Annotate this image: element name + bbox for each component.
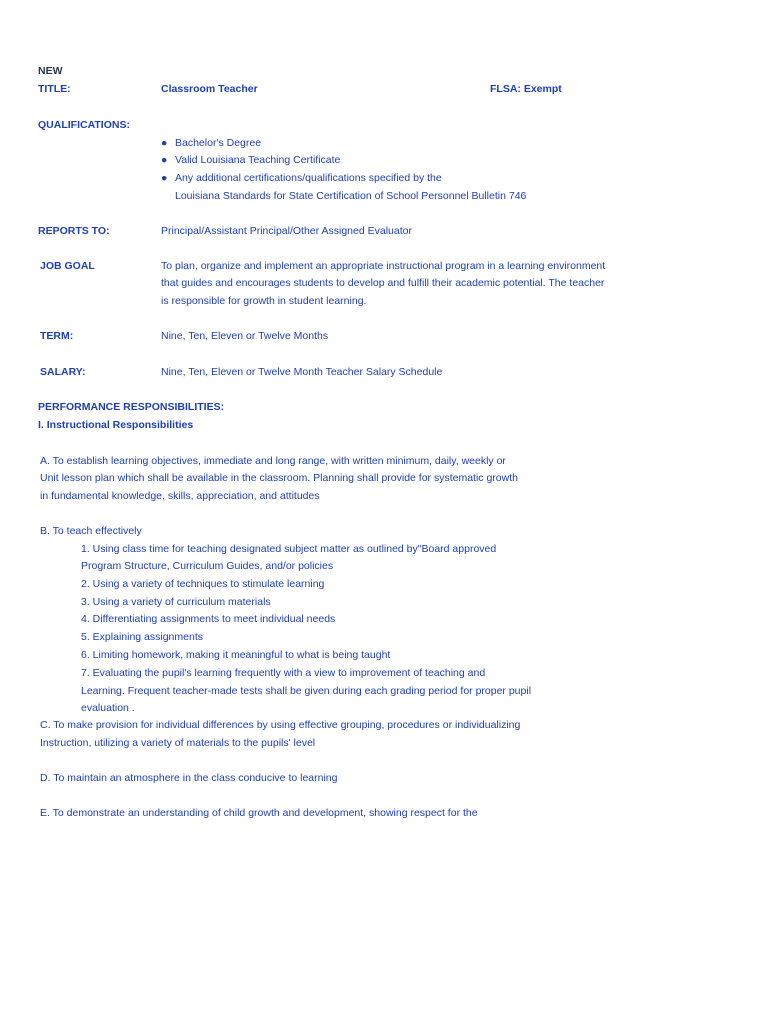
reports-to-value: Principal/Assistant Principal/Other Assigned Evaluator bbox=[161, 225, 412, 237]
qualification-continuation: Louisiana Standards for State Certification of School Personnel Bulletin 746 bbox=[175, 190, 527, 202]
section-b-line: 6. Limiting homework, making it meaningful to what is being taught bbox=[81, 649, 391, 661]
section-a-line: in fundamental knowledge, skills, appreciation, and attitudes bbox=[40, 490, 320, 502]
section-b-line: 4. Differentiating assignments to meet individual needs bbox=[81, 613, 336, 625]
job-goal-line: that guides and encourages students to develop and fulfill their academic potential. The teacher bbox=[161, 277, 605, 289]
section-c-line: Instruction, utilizing a variety of materials to the pupils' level bbox=[40, 737, 316, 749]
salary-label: SALARY: bbox=[40, 366, 86, 378]
section-b-line: 2. Using a variety of techniques to stimulate learning bbox=[81, 578, 325, 590]
bullet-icon: ● bbox=[161, 137, 168, 149]
qualification-item: ● Valid Louisiana Teaching Certificate bbox=[161, 154, 341, 166]
term-label: TERM: bbox=[40, 330, 74, 342]
section-b-line: 7. Evaluating the pupil's learning frequently with a view to improvement of teaching and bbox=[81, 667, 486, 679]
qualification-item: ● Any additional certifications/qualifications specified by the bbox=[161, 172, 442, 184]
section-b-line: 3. Using a variety of curriculum materials bbox=[81, 596, 271, 608]
reports-to-label: REPORTS TO: bbox=[38, 225, 110, 237]
bullet-icon: ● bbox=[161, 172, 168, 184]
section-b-line: evaluation . bbox=[81, 702, 135, 714]
title-value: Classroom Teacher bbox=[161, 83, 258, 95]
performance-subheading: I. Instructional Responsibilities bbox=[38, 419, 194, 431]
section-b-heading: B. To teach effectively bbox=[40, 525, 142, 537]
qualification-item: ● Bachelor's Degree bbox=[161, 137, 262, 149]
new-label: NEW bbox=[38, 65, 63, 77]
section-b-line: Program Structure, Curriculum Guides, and/or policies bbox=[81, 560, 334, 572]
job-goal-line: To plan, organize and implement an appropriate instructional program in a learning environment bbox=[161, 260, 606, 272]
section-a-line: A. To establish learning objectives, immediate and long range, with written minimum, daily, weekly or bbox=[40, 455, 506, 467]
flsa-status: FLSA: Exempt bbox=[490, 83, 562, 95]
qualifications-label: QUALIFICATIONS: bbox=[38, 119, 130, 131]
salary-value: Nine, Ten, Eleven or Twelve Month Teacher Salary Schedule bbox=[161, 366, 443, 378]
bullet-icon: ● bbox=[161, 154, 168, 166]
section-b-line: 1. Using class time for teaching designated subject matter as outlined by"Board approved bbox=[81, 543, 497, 555]
section-d-line: D. To maintain an atmosphere in the class conducive to learning bbox=[40, 772, 338, 784]
job-goal-line: is responsible for growth in student learning. bbox=[161, 295, 367, 307]
term-value: Nine, Ten, Eleven or Twelve Months bbox=[161, 330, 329, 342]
job-goal-label: JOB GOAL bbox=[40, 260, 95, 272]
title-label: TITLE: bbox=[38, 83, 71, 95]
section-b-line: 5. Explaining assignments bbox=[81, 631, 203, 643]
section-a-line: Unit lesson plan which shall be available in the classroom. Planning shall provide for systematic growth bbox=[40, 472, 518, 484]
section-e-line: E. To demonstrate an understanding of child growth and development, showing respect for the bbox=[40, 807, 478, 819]
section-b-line: Learning. Frequent teacher-made tests shall be given during each grading period for proper pupil bbox=[81, 685, 532, 697]
performance-heading: PERFORMANCE RESPONSIBILITIES: bbox=[38, 401, 225, 413]
section-c-line: C. To make provision for individual differences by using effective grouping, procedures or individualizing bbox=[40, 719, 521, 731]
